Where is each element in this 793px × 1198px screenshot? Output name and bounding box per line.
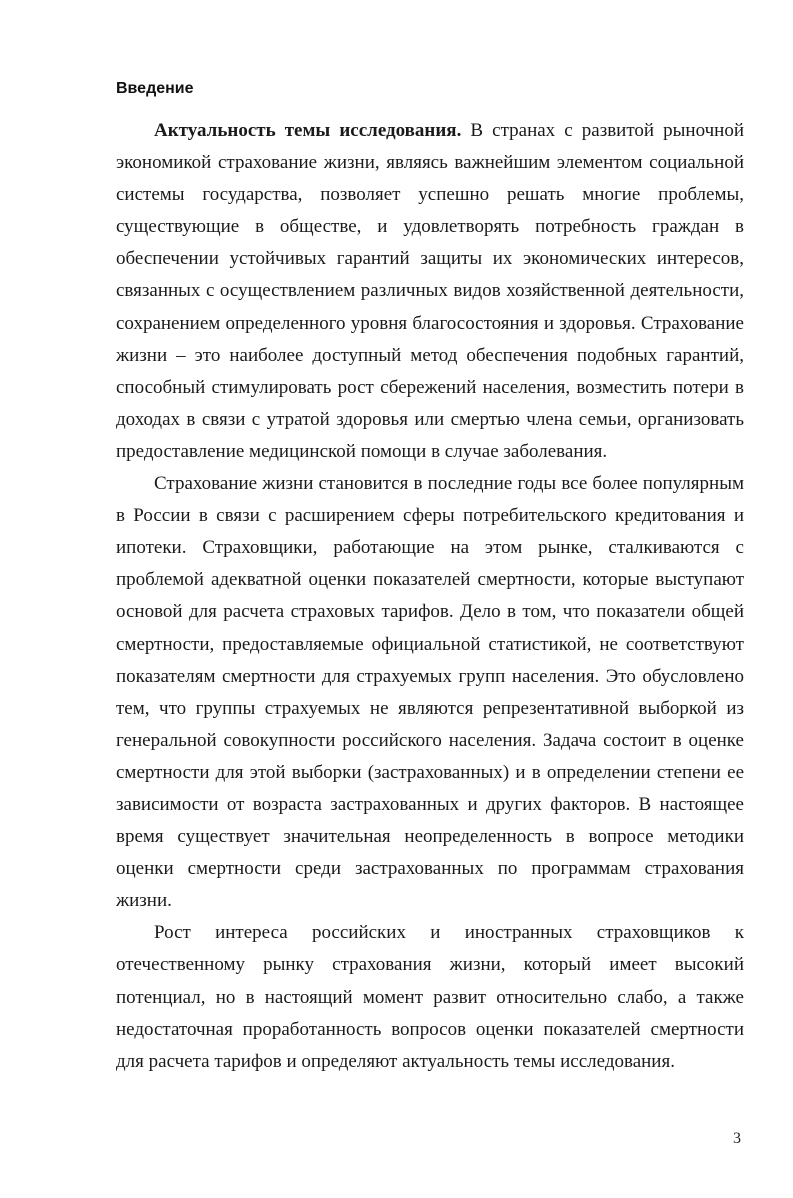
section-heading: Введение: [116, 80, 194, 97]
paragraph-life-insurance-popularity: Страхование жизни становится в последние годы все более популярным в России в связи с расширением сферы потребительского кредитования и ипотеки. Страховщики, работающие на этом рынке, сталкиваются с проблемой адекватной оценки показателей смертности, которые выступают основой для расчета страховых тарифов. Дело в том, что показатели общей смертности, предоставляемые официальной статистикой, не соответствуют показателям смертности для страхуемых групп населения. Это обусловлено тем, что группы страхуемых не являются репрезентативной выборкой из генеральной совокупности российского населения. Задача состоит в оценке смертности для этой выборки (застрахованных) и в определении степени ее зависимости от возраста застрахованных и других факторов. В настоящее время существует значительная неопределенность в вопросе методики оценки смертности среди застрахованных по программам страхования жизни.: [116, 473, 744, 912]
body-text: [116, 115, 744, 1078]
paragraph-text: В странах с развитой рыночной экономикой страхование жизни, являясь важнейшим элементом социальной системы государства, позволяет успешно решать многие проблемы, существующие в обществе, и удовлетворять потребность граждан в обеспечении устойчивых гарантий защиты их экономических интересов, связанных с осуществлением различных видов хозяйственной деятельности, сохранением определенного уровня благосостояния и здоровья. Страхование жизни – это наиболее доступный метод обеспечения подобных гарантий, способный стимулировать рост сбережений населения, возместить потери в доходах в связи с утратой здоровья или смертью члена семьи, организовать предоставление медицинской помощи в случае заболевания.: [116, 120, 744, 462]
paragraph-lead: Актуальность темы исследования.: [154, 120, 462, 141]
page-number: 3: [733, 1130, 741, 1147]
paragraph-market-interest: Рост интереса российских и иностранных страховщиков к отечественному рынку страхования жизни, который имеет высокий потенциал, но в настоящий момент развит относительно слабо, а также недостаточная проработанность вопросов оценки показателей смертности для расчета тарифов и определяют актуальность темы исследования.: [116, 922, 744, 1072]
paragraph-relevance: [116, 115, 744, 468]
